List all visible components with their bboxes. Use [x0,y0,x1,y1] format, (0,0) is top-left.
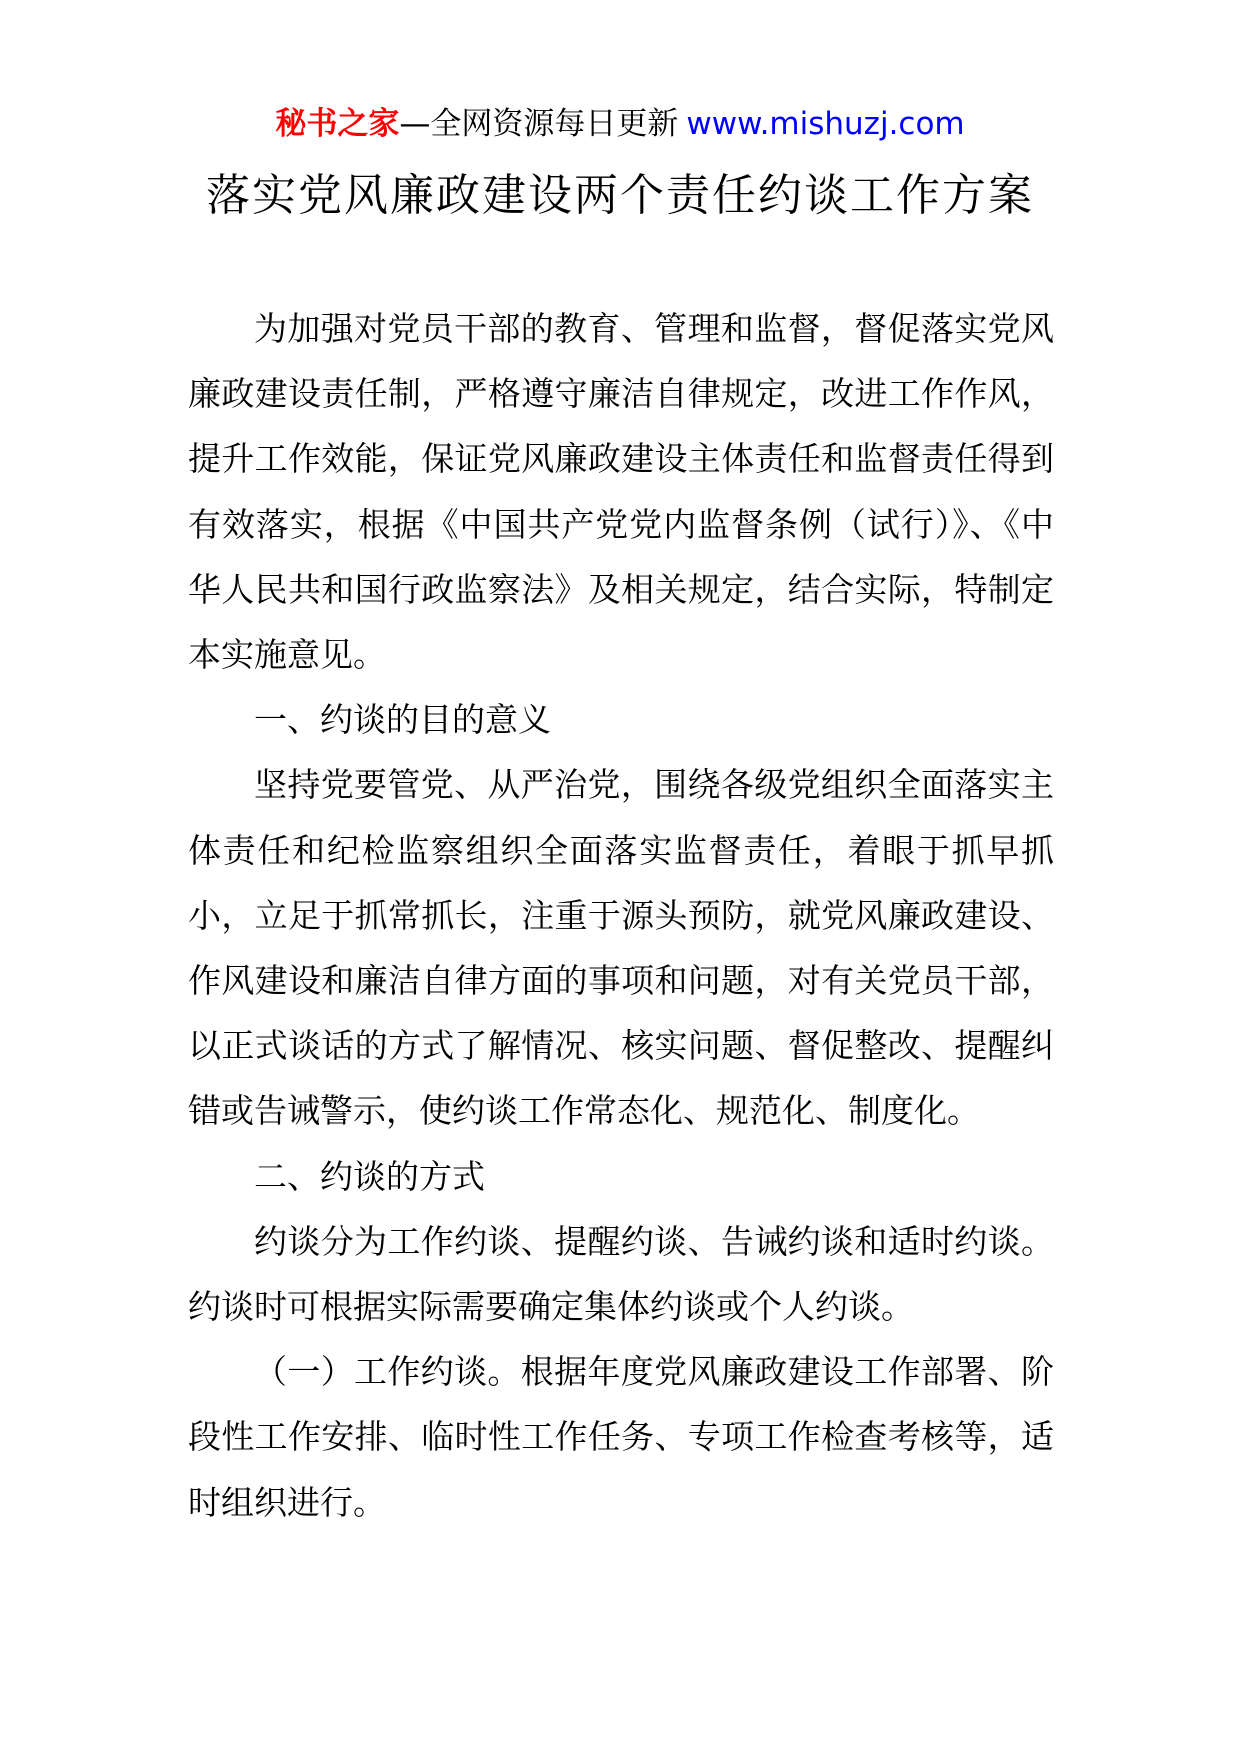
site-tagline: —全网资源每日更新 [399,106,679,142]
document-body [188,296,1054,1535]
site-header [0,104,1240,144]
purpose-paragraph: 坚持党要管党、从严治党，围绕各级党组织全面落实主体责任和纪检监察组织全面落实监督责任，着眼于抓早抓小，立足于抓常抓长，注重于源头预防，就党风廉政建设、作风建设和廉洁自律方面的事项和问题，对有关党员干部，以正式谈话的方式了解情况、核实问题、督促整改、提醒纠错或告诫警示，使约谈工作常态化、规范化、制度化。 [188,765,1054,1131]
site-url-link[interactable]: www.mishuzj.com [686,106,965,142]
site-brand: 秘书之家 [275,106,400,142]
document-title: 落实党风廉政建设两个责任约谈工作方案 [206,170,1034,221]
intro-paragraph: 为加强对党员干部的教育、管理和监督，督促落实党风廉政建设责任制，严格遵守廉洁自律规定，改进工作作风，提升工作效能，保证党风廉政建设主体责任和监督责任得到有效落实，根据《中国共产党党内监督条例（试行）》、《中华人民共和国行政监察法》及相关规定，结合实际，特制定本实施意见。 [188,309,1054,675]
section-heading-methods: 二、约谈的方式 [254,1156,485,1196]
methods-paragraph: 约谈分为工作约谈、提醒约谈、告诫约谈和适时约谈。约谈时可根据实际需要确定集体约谈或个人约谈。 [188,1221,1054,1327]
section-heading-purpose: 一、约谈的目的意义 [254,700,551,740]
work-interview-paragraph: （一）工作约谈。根据年度党风廉政建设工作部署、阶段性工作安排、临时性工作任务、专项工作检查考核等，适时组织进行。 [188,1352,1054,1522]
